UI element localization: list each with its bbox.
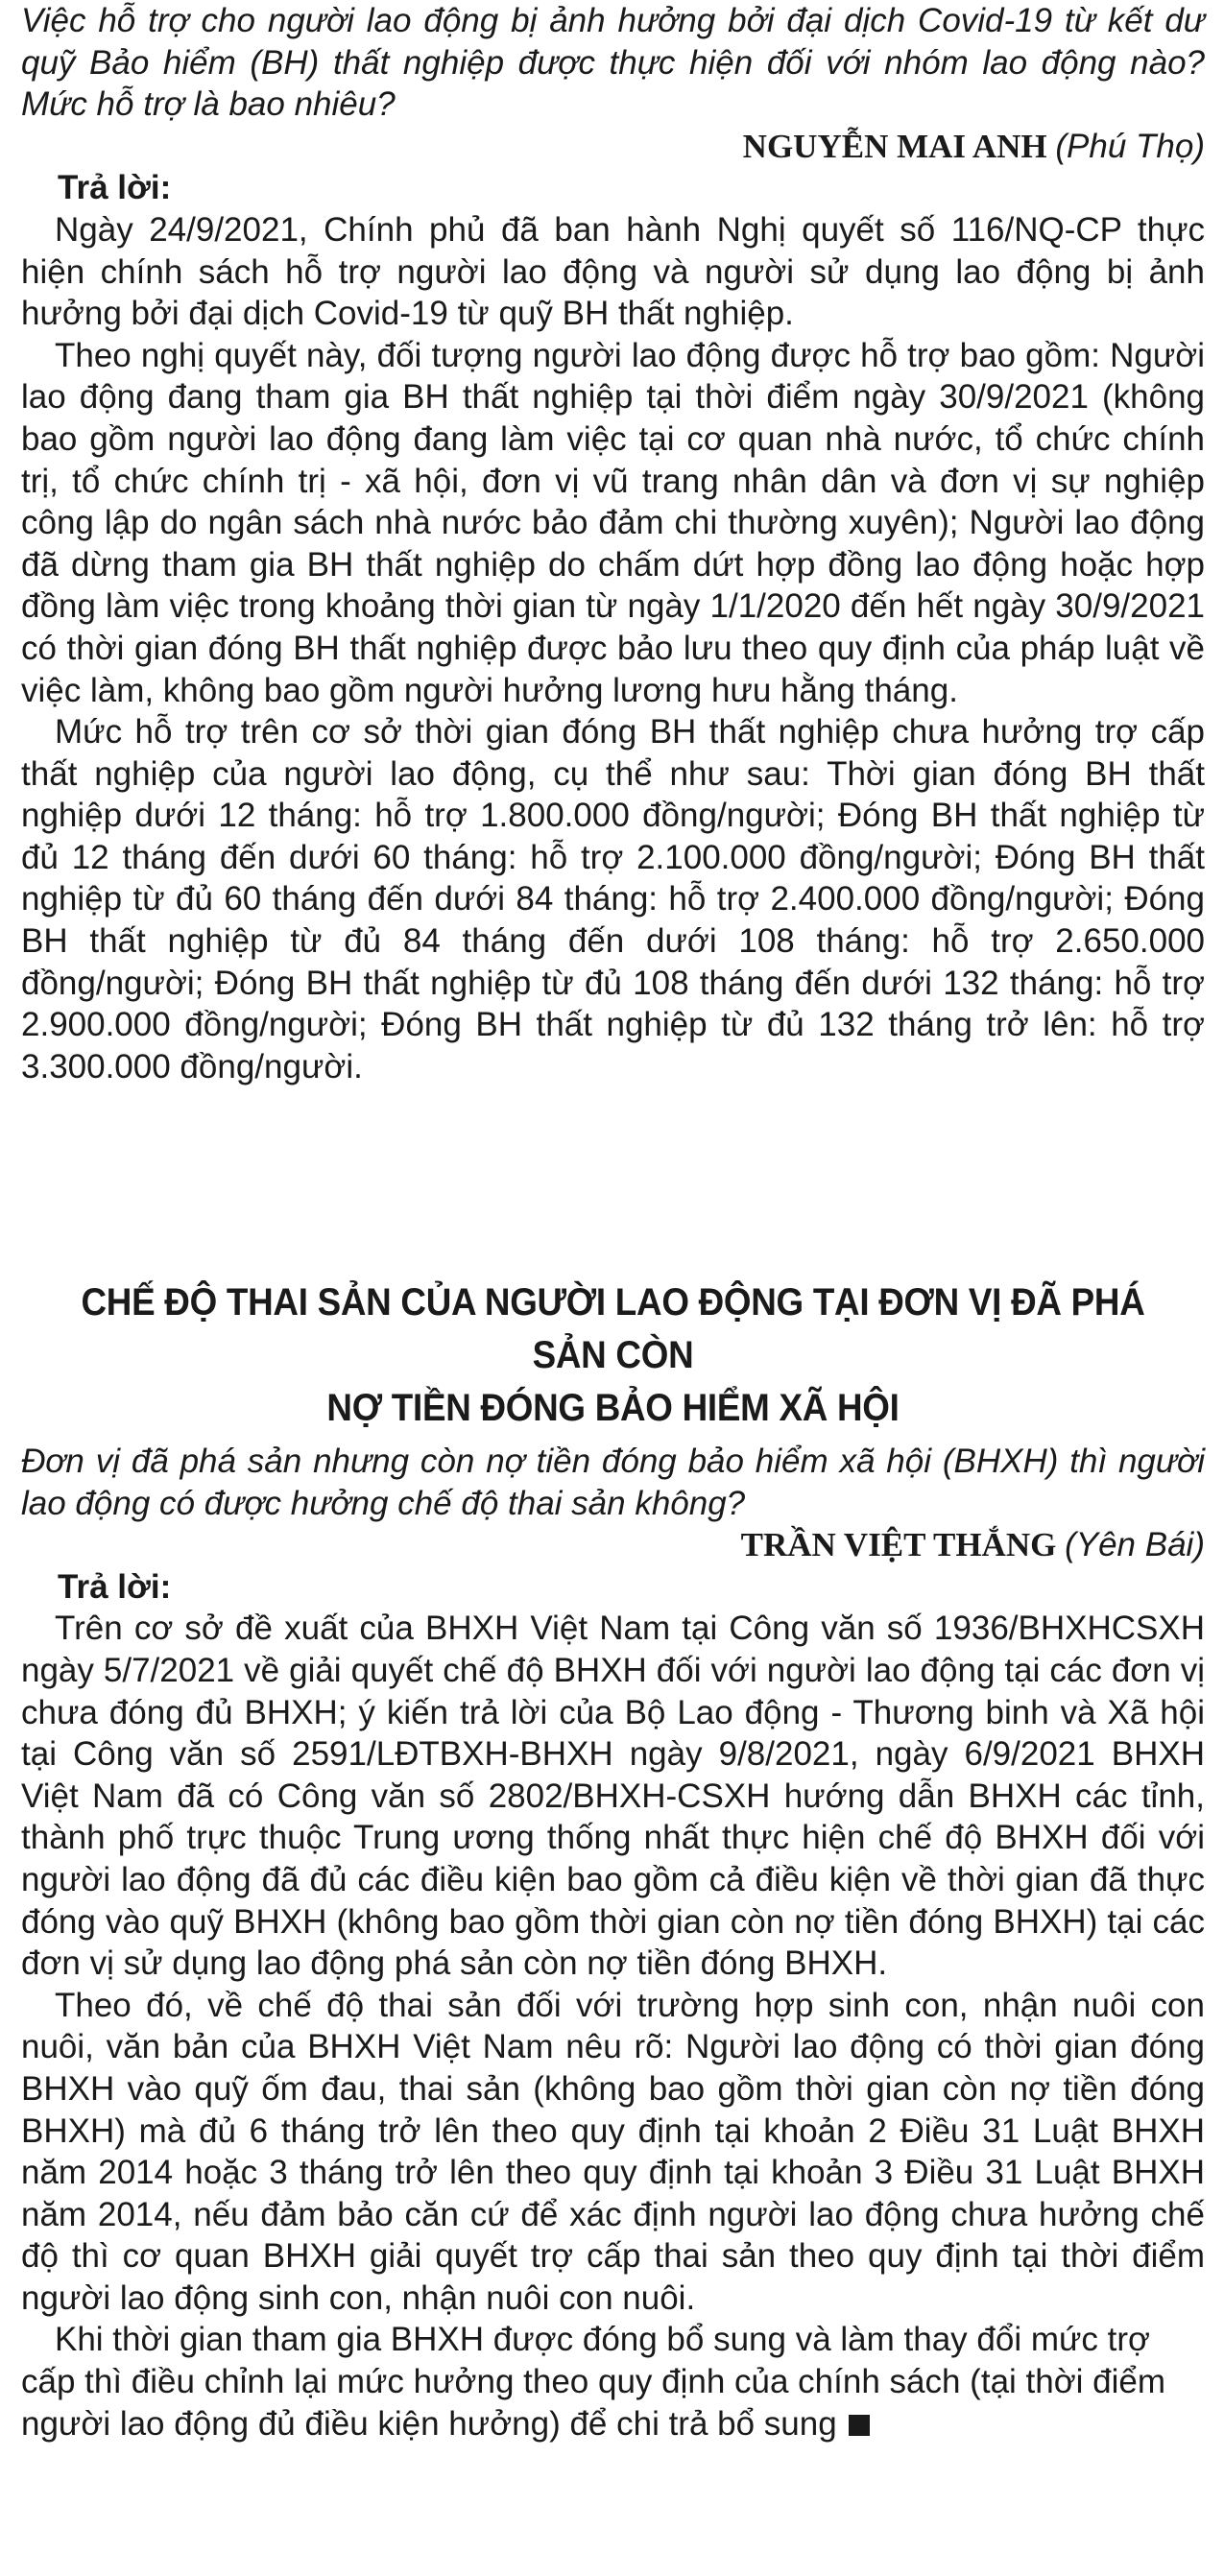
answer-paragraph: Mức hỗ trợ trên cơ sở thời gian đóng BH thất nghiệp chưa hưởng trợ cấp thất nghiệp của người lao động, cụ thể như sau: Thời gian đóng BH thất nghiệp dưới 12 tháng: hỗ trợ 1.800.000 đồng/người; Đóng BH thất nghiệp từ đủ 12 tháng đến dưới 60 tháng: hỗ trợ 2.100.000 đồng/người; Đóng BH thất nghiệp từ đủ 60 tháng đến dưới 84 tháng: hỗ trợ 2.400.000 đồng/người; Đóng BH thất nghiệp từ đủ 84 tháng đến dưới 108 tháng: hỗ trợ 2.650.000 đồng/người; Đóng BH thất nghiệp từ đủ 108 tháng đến dưới 132 tháng: hỗ trợ 2.900.000 đồng/người; Đóng BH thất nghiệp từ đủ 132 tháng trở lên: hỗ trợ 3.300.000 đồng/người. <box>21 713 1205 1085</box>
answer-paragraph: Trên cơ sở đề xuất của BHXH Việt Nam tại Công văn số 1936/BHXHCSXH ngày 5/7/2021 về giải quyết chế độ BHXH đối với người lao động tại các đơn vị chưa đóng đủ BHXH; ý kiến trả lời của Bộ Lao động - Thương binh và Xã hội tại Công văn số 2591/LĐTBXH-BHXH ngày 9/8/2021, ngày 6/9/2021 BHXH Việt Nam đã có Công văn số 2802/BHXH-CSXH hướng dẫn BHXH các tỉnh, thành phố trực thuộc Trung ương thống nhất thực hiện chế độ BHXH đối với người lao động đã đủ các điều kiện bao gồm cả điều kiện về thời gian đã thực đóng vào quỹ BHXH (không bao gồm thời gian còn nợ tiền đóng BHXH) tại các đơn vị sử dụng lao động phá sản còn nợ tiền đóng BHXH. <box>21 1610 1205 1983</box>
headline-line: NỢ TIỀN ĐÓNG BẢO HIỂM XÃ HỘI <box>326 1387 900 1429</box>
answer-label: Trả lời: <box>58 169 172 207</box>
author-name: NGUYỄN MAI ANH <box>742 127 1047 165</box>
question-author <box>21 1524 1205 1566</box>
author-place: (Phú Thọ) <box>1055 127 1205 165</box>
answer-paragraph: Theo đó, về chế độ thai sản đối với trường hợp sinh con, nhận nuôi con nuôi, văn bản của BHXH Việt Nam nêu rõ: Người lao động có thời gian đóng BHXH vào quỹ ốm đau, thai sản (không bao gồm thời gian còn nợ tiền đóng BHXH) mà đủ 6 tháng trở lên theo quy định tại khoản 2 Điều 31 Luật BHXH năm 2014 hoặc 3 tháng trở lên theo quy định tại khoản 3 Điều 31 Luật BHXH năm 2014, nếu đảm bảo căn cứ để xác định người lao động chưa hưởng chế độ thì cơ quan BHXH giải quyết trợ cấp thai sản theo quy định tại thời điểm người lao động sinh con, nhận nuôi con nuôi. <box>21 1986 1205 2317</box>
answer-paragraph-text: Khi thời gian tham gia BHXH được đóng bổ sung và làm thay đổi mức trợ cấp thì điều chỉnh lại mức hưởng theo quy định của chính sách (tại thời điểm người lao động đủ điều kiện hưởng) để chi trả bổ sung <box>21 2321 1166 2443</box>
qa-section-maternity-regime <box>21 1276 1205 2445</box>
answer-paragraph: Ngày 24/9/2021, Chính phủ đã ban hành Nghị quyết số 116/NQ-CP thực hiện chính sách hỗ trợ người lao động và người sử dụng lao động bị ảnh hưởng bởi đại dịch Covid-19 từ quỹ BH thất nghiệp. <box>21 210 1205 333</box>
answer-paragraph-final <box>21 2319 1205 2445</box>
author-place: (Yên Bái) <box>1065 1526 1205 1564</box>
reader-question: Việc hỗ trợ cho người lao động bị ảnh hưởng bởi đại dịch Covid-19 từ kết dư quỹ Bảo hiểm (BH) thất nghiệp được thực hiện đối với nhóm lao động nào? Mức hỗ trợ là bao nhiêu? <box>21 2 1205 124</box>
article-headline <box>21 1276 1205 1435</box>
reader-question: Đơn vị đã phá sản nhưng còn nợ tiền đóng bảo hiểm xã hội (BHXH) thì người lao động có được hưởng chế độ thai sản không? <box>21 1443 1205 1522</box>
headline-line: CHẾ ĐỘ THAI SẢN CỦA NGƯỜI LAO ĐỘNG TẠI ĐƠN VỊ ĐÃ PHÁ SẢN CÒN <box>81 1281 1145 1376</box>
end-of-article-mark <box>849 2415 870 2436</box>
answer-paragraph: Theo nghị quyết này, đối tượng người lao động được hỗ trợ bao gồm: Người lao động đang tham gia BH thất nghiệp tại thời điểm ngày 30/9/2021 (không bao gồm người lao động đang làm việc tại cơ quan nhà nước, tổ chức chính trị, tổ chức chính trị - xã hội, đơn vị vũ trang nhân dân và đơn vị sự nghiệp công lập do ngân sách nhà nước bảo đảm chi thường xuyên); Người lao động đã dừng tham gia BH thất nghiệp do chấm dứt hợp đồng lao động hoặc hợp đồng làm việc trong khoảng thời gian từ ngày 1/1/2020 đến hết ngày 30/9/2021 có thời gian đóng BH thất nghiệp được bảo lưu theo quy định của pháp luật về việc làm, không bao gồm người hưởng lương hưu hằng tháng. <box>21 336 1205 709</box>
question-author <box>21 126 1205 168</box>
author-name: TRẦN VIỆT THẮNG <box>740 1526 1057 1564</box>
qa-section-unemployment-insurance <box>21 0 1205 1087</box>
answer-label: Trả lời: <box>58 1567 172 1606</box>
